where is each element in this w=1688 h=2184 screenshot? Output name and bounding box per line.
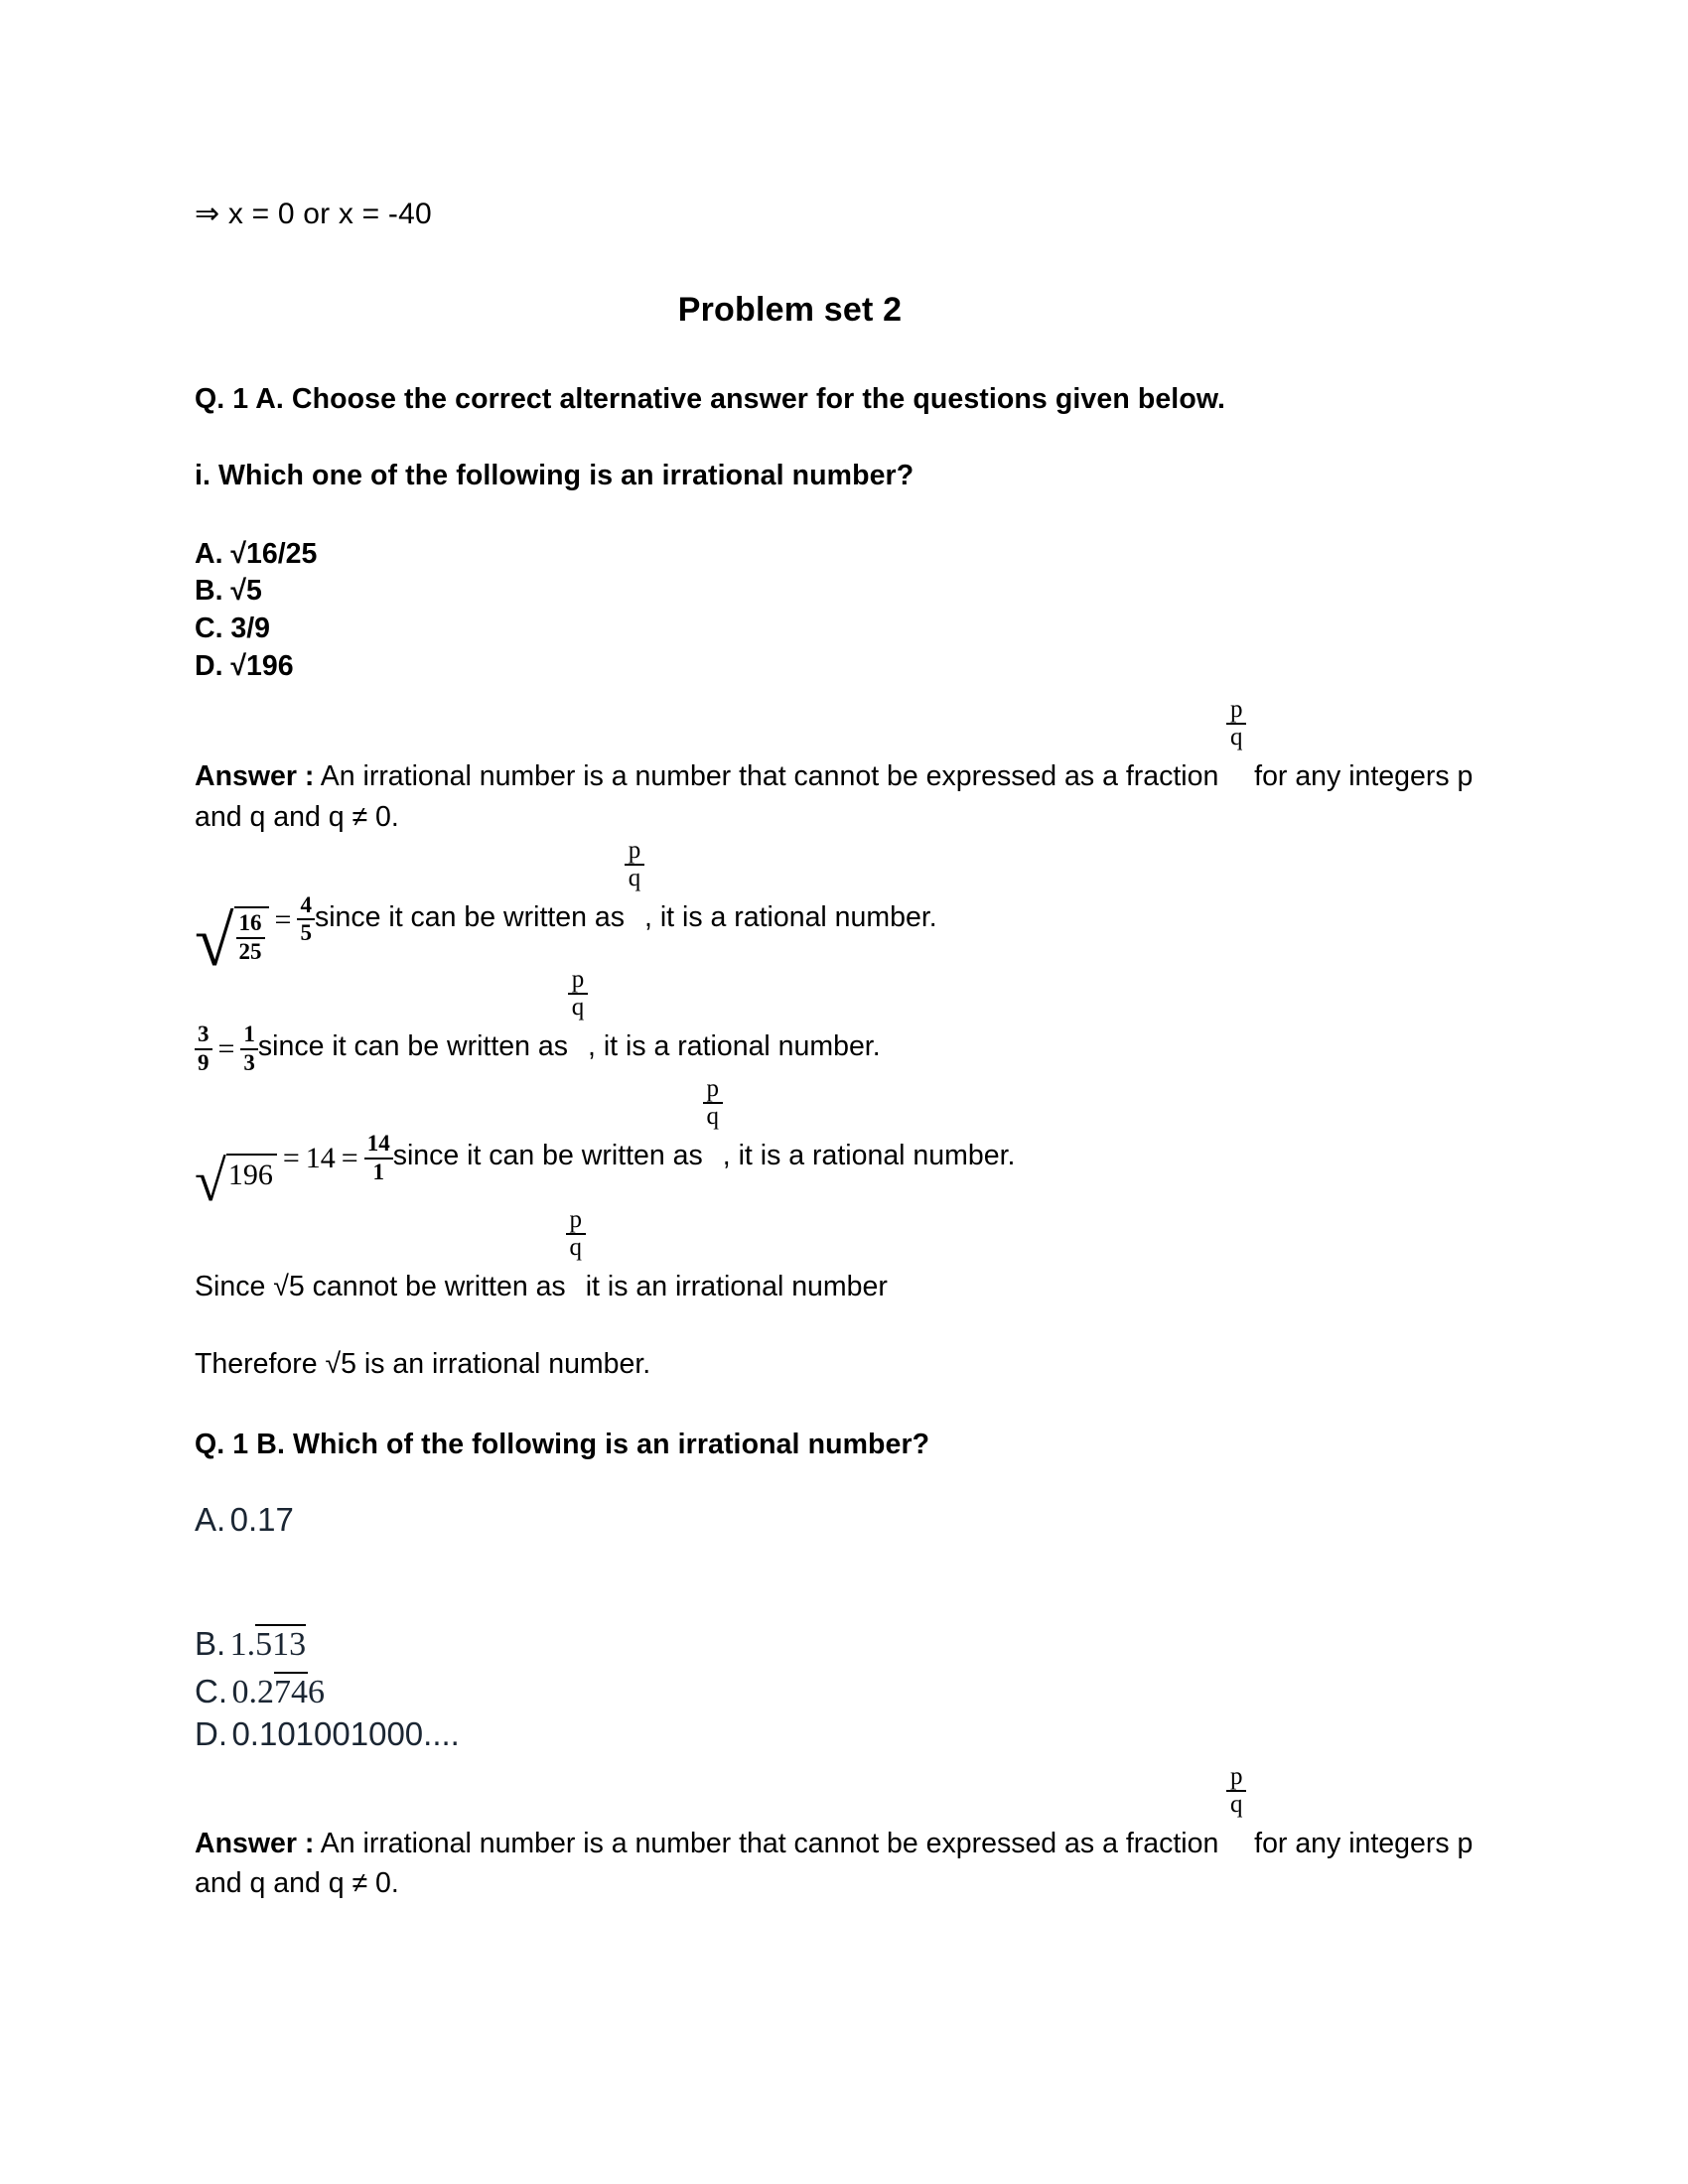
option-spacer [195, 1539, 1475, 1624]
math-line-3-over-9 [195, 966, 1475, 1075]
option-b-c-repeating: 74 [273, 1673, 308, 1710]
since-text-after: it is an irrational number [585, 1270, 888, 1302]
p-over-q-fraction [568, 966, 588, 1057]
fraction-numerator: p [568, 967, 588, 995]
option-b-b-value: 1. [229, 1625, 256, 1663]
fraction-3-9 [195, 1022, 212, 1076]
option-d: D. √196 [195, 650, 294, 683]
answer-text-2b: for any integers p and q and q ≠ 0. [195, 1827, 1474, 1900]
fraction-numerator: p [625, 838, 644, 866]
p-over-q-fraction [1226, 1762, 1246, 1854]
p-over-q-fraction [1226, 696, 1246, 787]
option-a: A. √16/25 [195, 537, 318, 570]
fraction-numerator: p [566, 1207, 586, 1235]
fraction-denominator: 9 [198, 1049, 210, 1075]
equals-sign: = [274, 903, 292, 936]
answer-label-2: Answer : [195, 1827, 315, 1859]
option-b: B. √5 [195, 575, 262, 608]
answer-text-2a: An irrational number is a number that cannot be expressed as a fraction [314, 1827, 1227, 1859]
fraction-14-1 [364, 1131, 393, 1185]
question-1a-heading: Q. 1 A. Choose the correct alternative answer for the questions given below. [195, 382, 1226, 415]
option-b-a [195, 1501, 1475, 1539]
option-b-d [195, 1715, 1475, 1753]
option-b-a-label: A. [195, 1500, 226, 1538]
option-b-d-value: 0.101001000.... [231, 1714, 460, 1752]
radical-16-over-25 [195, 900, 269, 981]
fraction-denominator: q [628, 865, 641, 891]
radical-body: 196 [226, 1154, 277, 1193]
fraction-numerator: 14 [364, 1131, 393, 1160]
option-b-c [195, 1672, 1475, 1711]
answer-label-1: Answer : [195, 760, 315, 793]
math-tail-before-3: since it can be written as [392, 1140, 703, 1172]
fraction-numerator: p [703, 1076, 723, 1104]
math-tail-before-2: since it can be written as [257, 1030, 568, 1063]
option-b-c-tail: 6 [307, 1673, 325, 1710]
equals-sign-1: = [282, 1142, 300, 1175]
fraction-denominator: q [1229, 724, 1243, 751]
answer-text-1a: An irrational number is a number that cannot be expressed as a fraction [314, 760, 1227, 793]
fraction-denominator: 25 [238, 938, 262, 964]
fraction-1-3 [240, 1022, 258, 1076]
option-b-c-label: C. [195, 1672, 227, 1709]
question-1a-item-i: i. Which one of the following is an irrational number? [195, 459, 914, 491]
math-tail-after-2: , it is a rational number. [588, 1030, 881, 1063]
math-tail-after-3: , it is a rational number. [722, 1140, 1016, 1172]
question-1a-options [195, 536, 1475, 687]
fraction-numerator: 4 [297, 892, 315, 921]
option-b-d-label: D. [195, 1714, 227, 1752]
math-tail-before-1: since it can be written as [314, 901, 626, 933]
option-b-c-value: 0.2 [231, 1673, 274, 1710]
fraction-16-25 [236, 910, 265, 965]
since-text-before: Since √5 cannot be written as [195, 1270, 566, 1302]
answer-text-1b: for any integers p and q and q ≠ 0. [195, 760, 1474, 833]
fraction-denominator: 1 [372, 1159, 384, 1184]
equals-sign-2: = [341, 1142, 358, 1175]
radical-196 [195, 1149, 277, 1214]
radical-sign-icon: √ [195, 900, 234, 981]
previous-equation-line: ⇒ x = 0 or x = -40 [195, 198, 432, 230]
option-b-b [195, 1624, 1475, 1664]
fraction-denominator: q [571, 994, 585, 1022]
math-tail-after-1: , it is a rational number. [644, 901, 937, 933]
question-1b-heading: Q. 1 B. Which of the following is an irrational number? [195, 1428, 930, 1460]
question-1b-options [195, 1501, 1475, 1753]
option-b-b-repeating: 513 [255, 1625, 307, 1663]
therefore-line: Therefore √5 is an irrational number. [195, 1348, 651, 1381]
p-over-q-fraction [566, 1205, 586, 1297]
fraction-denominator: q [706, 1103, 720, 1131]
fraction-numerator: 1 [240, 1022, 258, 1050]
fraction-denominator: q [1229, 1790, 1243, 1818]
math-line-sqrt-16-25 [195, 837, 1475, 981]
p-over-q-fraction [703, 1075, 723, 1166]
equals-sign: = [217, 1032, 235, 1066]
fraction-denominator: 3 [243, 1049, 255, 1075]
fraction-denominator: q [569, 1233, 582, 1261]
fraction-numerator: 3 [195, 1022, 212, 1050]
radical-sign-icon: √ [195, 1149, 226, 1214]
radical-body [234, 906, 269, 965]
since-sqrt5-line [195, 1205, 1475, 1306]
math-line-sqrt-196 [195, 1075, 1475, 1214]
option-c: C. 3/9 [195, 613, 271, 645]
fraction-numerator: p [1226, 1764, 1246, 1792]
option-b-b-label: B. [195, 1624, 226, 1662]
answer-paragraph-1 [195, 696, 1475, 837]
fraction-numerator: p [1226, 697, 1246, 725]
fraction-4-5 [297, 892, 315, 947]
p-over-q-fraction [625, 837, 644, 928]
option-b-a-value: 0.17 [229, 1500, 294, 1538]
value-14: 14 [305, 1142, 336, 1175]
page-title: Problem set 2 [677, 290, 903, 329]
fraction-numerator: 16 [236, 910, 265, 939]
answer-paragraph-2 [195, 1762, 1475, 1904]
fraction-denominator: 5 [300, 920, 312, 946]
